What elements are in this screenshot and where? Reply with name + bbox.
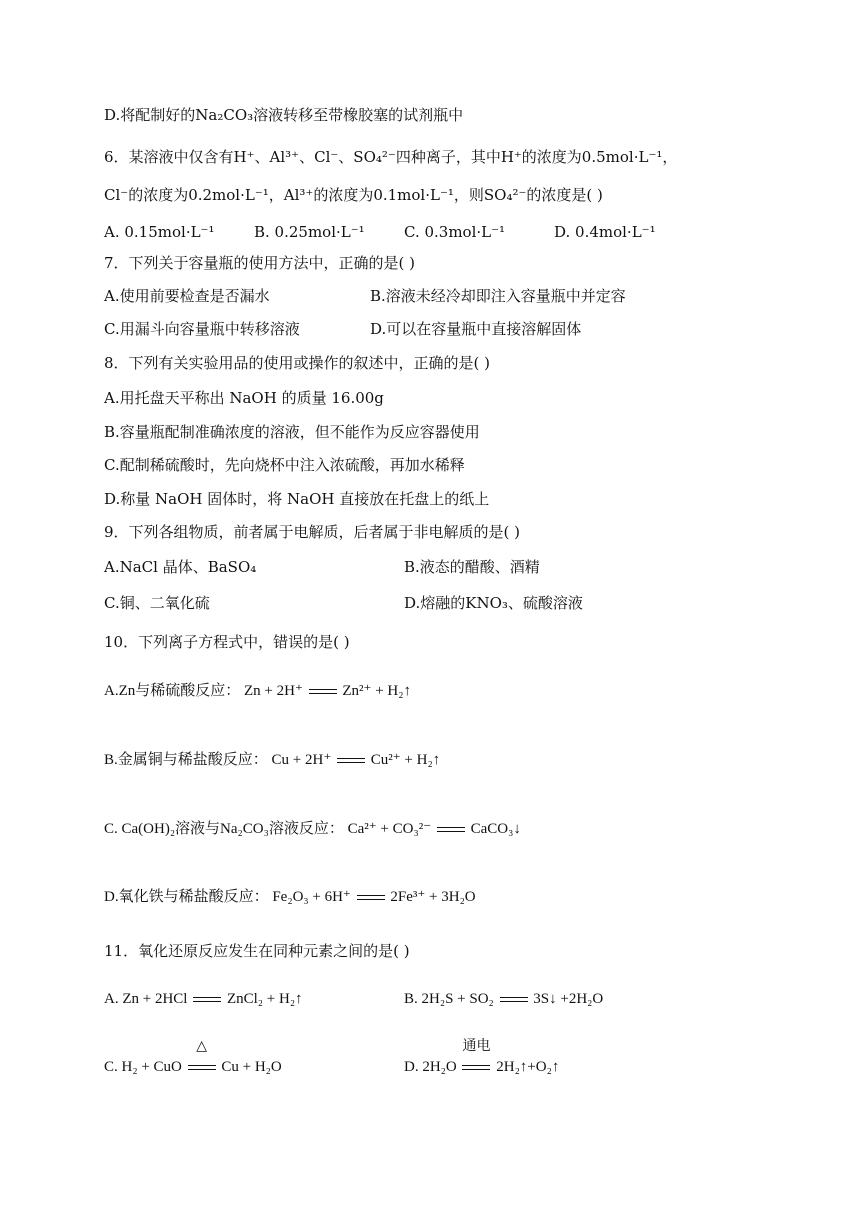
question-8-option-b: B.容量瓶配制准确浓度的溶液，但不能作为反应容器使用 [104, 423, 480, 441]
equation-left: A. Zn + 2HCl [104, 991, 188, 1007]
question-11-option-c [104, 1039, 282, 1078]
question-6-option-b: B. 0.25mol·L⁻¹ [254, 223, 365, 241]
double-line-equals-icon [188, 1065, 216, 1070]
question-6-stem-line1: 6．某溶液中仅含有H⁺、Al³⁺、Cl⁻、SO₄²⁻四种离子，其中H⁺的浓度为0.5mol·L⁻¹， [104, 148, 678, 166]
question-9-option-a: A.NaCl 晶体、BaSO₄ [104, 558, 257, 576]
double-line-equals-icon [193, 997, 221, 1002]
equation-right: Cu²⁺ + H₂↑ [370, 752, 441, 768]
option-label: D.氧化铁与稀盐酸反应： [104, 889, 269, 905]
equation-right: 2H₂↑+O₂↑ [496, 1059, 560, 1075]
question-9-option-c: C.铜、二氧化硫 [104, 594, 210, 612]
question-6-option-a: A. 0.15mol·L⁻¹ [104, 223, 215, 241]
equation-right: CaCO₃↓ [470, 821, 521, 837]
question-6-option-d: D. 0.4mol·L⁻¹ [554, 223, 656, 241]
heat-triangle-icon: △ [196, 1039, 208, 1054]
equation-right: Cu + H₂O [221, 1059, 282, 1075]
question-9-stem: 9．下列各组物质，前者属于电解质，后者属于非电解质的是( ) [104, 523, 521, 541]
question-7-stem: 7．下列关于容量瓶的使用方法中，正确的是( ) [104, 254, 416, 272]
equation-left: B. 2H₂S + SO₂ [404, 991, 494, 1007]
double-line-equals-icon [462, 1065, 490, 1070]
question-11-option-b [404, 988, 603, 1010]
double-line-equals-icon [437, 827, 465, 832]
question-10-option-d [104, 886, 476, 908]
question-7-option-b: B.溶液未经冷却即注入容量瓶中并定容 [370, 287, 626, 305]
question-10-stem: 10．下列离子方程式中，错误的是( ) [104, 633, 350, 651]
equation-right: ZnCl₂ + H₂↑ [226, 991, 303, 1007]
double-line-equals-icon [357, 895, 385, 900]
reaction-condition [460, 1039, 492, 1078]
reaction-condition [186, 1039, 218, 1078]
question-7-option-d: D.可以在容量瓶中直接溶解固体 [370, 320, 582, 338]
question-11-stem: 11．氧化还原反应发生在同种元素之间的是( ) [104, 942, 410, 960]
question-10-option-b [104, 749, 440, 771]
equation-left: Fe₂O₃ + 6H⁺ [272, 889, 351, 905]
question-11-option-a [104, 988, 303, 1010]
equation-left: Ca²⁺ + CO₃²⁻ [347, 821, 432, 837]
equation-left: Zn + 2H⁺ [244, 683, 303, 699]
question-10-option-a [104, 680, 411, 702]
double-line-equals-icon [337, 758, 365, 763]
equation-left: C. H₂ + CuO [104, 1059, 182, 1075]
equation-left: D. 2H₂O [404, 1059, 457, 1075]
question-10-option-c [104, 818, 521, 840]
equation-left: Cu + 2H⁺ [271, 752, 332, 768]
option-label: A.Zn与稀硫酸反应： [104, 683, 241, 699]
equation-right: 3S↓ +2H₂O [533, 991, 604, 1007]
question-8-option-c: C.配制稀硫酸时，先向烧杯中注入浓硫酸，再加水稀释 [104, 456, 465, 474]
double-line-equals-icon [500, 997, 528, 1002]
question-9-option-d: D.熔融的KNO₃、硫酸溶液 [404, 594, 583, 612]
question-6-option-c: C. 0.3mol·L⁻¹ [404, 223, 506, 241]
question-11-option-d [404, 1039, 560, 1078]
question-8-option-d: D.称量 NaOH 固体时，将 NaOH 直接放在托盘上的纸上 [104, 490, 490, 508]
option-label: B.金属铜与稀盐酸反应： [104, 752, 268, 768]
equation-right: 2Fe³⁺ + 3H₂O [390, 889, 476, 905]
question-9-option-b: B.液态的醋酸、酒精 [404, 558, 540, 576]
question-7-option-c: C.用漏斗向容量瓶中转移溶液 [104, 320, 300, 338]
double-line-equals-icon [309, 689, 337, 694]
question-5-option-d: D.将配制好的Na₂CO₃溶液转移至带橡胶塞的试剂瓶中 [104, 106, 464, 124]
question-8-stem: 8．下列有关实验用品的使用或操作的叙述中，正确的是( ) [104, 354, 491, 372]
equation-right: Zn²⁺ + H₂↑ [342, 683, 411, 699]
question-6-stem-line2: Cl⁻的浓度为0.2mol·L⁻¹，Al³⁺的浓度为0.1mol·L⁻¹，则SO₄²⁻的浓度是( ) [104, 186, 603, 204]
question-8-option-a: A.用托盘天平称出 NaOH 的质量 16.00g [104, 389, 384, 407]
question-7-option-a: A.使用前要检查是否漏水 [104, 287, 270, 305]
electrolysis-label: 通电 [462, 1039, 491, 1054]
option-label: C. Ca(OH)₂溶液与Na₂CO₃溶液反应： [104, 821, 344, 837]
